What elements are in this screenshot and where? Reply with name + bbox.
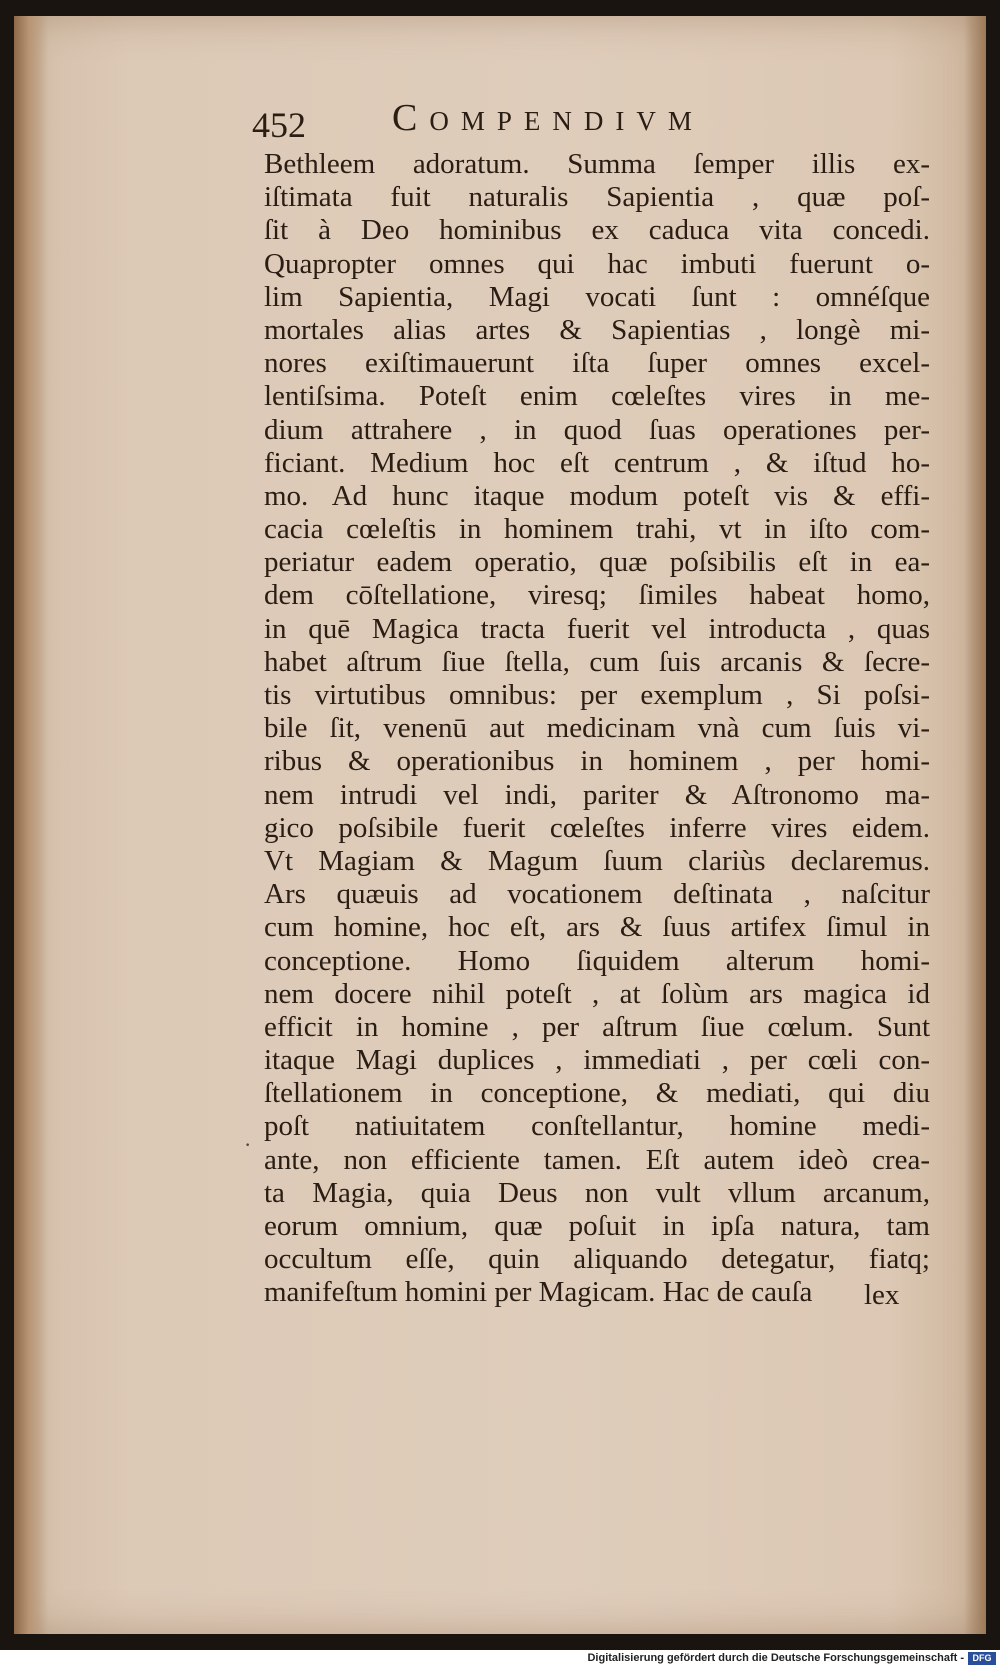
text-line: cum homine, hoc eſt, ars & ſuus artifex ſimul in xyxy=(264,911,930,944)
text-line: bile ſit, venenū aut medicinam vnà cum ſuis vi- xyxy=(264,712,930,745)
text-line: ſit à Deo hominibus ex caduca vita concedi. xyxy=(264,214,930,247)
text-line: Ars quæuis ad vocationem deſtinata , naſcitur xyxy=(264,878,930,911)
text-line: conceptione. Homo ſiquidem alterum homi- xyxy=(264,944,930,977)
text-line: poſt natiuitatem conſtellantur, homine medi- xyxy=(264,1110,930,1143)
funding-notice: Digitalisierung gefördert durch die Deutsche Forschungsgemeinschaft - xyxy=(587,1652,964,1664)
text-line: lim Sapientia, Magi vocati ſunt : omnéſque xyxy=(264,280,930,313)
text-line: in quē Magica tracta fuerit vel introducta , quas xyxy=(264,612,930,645)
text-line: tis virtutibus omnibus: per exemplum , Si poſsi- xyxy=(264,679,930,711)
text-line: ribus & operationibus in hominem , per homi- xyxy=(264,745,930,778)
text-line: gico poſsibile fuerit cœleſtes inferre vires eidem. xyxy=(264,811,930,844)
text-line: nem docere nihil poteſt , at ſolùm ars magica id xyxy=(264,977,930,1010)
footer-bar xyxy=(0,1650,1000,1669)
text-line: cacia cœleſtis in hominem trahi, vt in iſto com- xyxy=(264,513,930,546)
text-line: mo. Ad hunc itaque modum poteſt vis & effi- xyxy=(264,479,930,512)
text-line: ante, non efficiente tamen. Eſt autem ideò crea- xyxy=(264,1143,930,1176)
page-edge-right xyxy=(964,16,986,1634)
text-line: eorum omnium, quæ poſuit in ipſa natura, tam xyxy=(264,1210,930,1242)
running-title: Compendivm xyxy=(392,97,704,139)
text-line: Quapropter omnes qui hac imbuti fuerunt o- xyxy=(264,247,930,280)
text-line: dem cōſtellatione, viresq; ſimiles habeat homo, xyxy=(264,579,930,612)
catchword: lex xyxy=(864,1279,900,1311)
text-line: Bethleem adoratum. Summa ſemper illis ex- xyxy=(264,148,930,180)
margin-mark: · xyxy=(244,1132,252,1157)
page-edge-left xyxy=(14,16,48,1634)
body-text xyxy=(264,148,930,1310)
page-header xyxy=(252,92,940,145)
text-line: habet aſtrum ſiue ſtella, cum ſuis arcanis & ſecre- xyxy=(264,645,930,678)
dfg-logo: DFG xyxy=(968,1652,996,1665)
text-line: ficiant. Medium hoc eſt centrum , & iſtud ho- xyxy=(264,446,930,479)
text-line: iſtimata fuit naturalis Sapientia , quæ poſ- xyxy=(264,181,930,214)
text-line: efficit in homine , per aſtrum ſiue cœlum. Sunt xyxy=(264,1010,930,1043)
text-line: nem intrudi vel indi, pariter & Aſtronomo ma- xyxy=(264,778,930,811)
page-number: 452 xyxy=(252,105,306,145)
text-line: ſtellationem in conceptione, & mediati, qui diu xyxy=(264,1077,930,1110)
text-line: itaque Magi duplices , immediati , per cœli con- xyxy=(264,1044,930,1077)
text-line: nores exiſtimauerunt iſta ſuper omnes excel- xyxy=(264,347,930,380)
text-line: dium attrahere , in quod ſuas operationes per- xyxy=(264,413,930,446)
text-line: mortales alias artes & Sapientias , longè mi- xyxy=(264,313,930,346)
text-line: Vt Magiam & Magum ſuum clariùs declaremus. xyxy=(264,844,930,877)
text-line: periatur eadem operatio, quæ poſsibilis eſt in ea- xyxy=(264,546,930,579)
text-line: ta Magia, quia Deus non vult vllum arcanum, xyxy=(264,1176,930,1209)
text-line: lentiſsima. Poteſt enim cœleſtes vires in me- xyxy=(264,380,930,413)
text-line: manifeſtum homini per Magicam. Hac de cauſa xyxy=(264,1276,813,1309)
text-line: occultum eſſe, quin aliquando detegatur, fiatq; xyxy=(264,1243,930,1276)
